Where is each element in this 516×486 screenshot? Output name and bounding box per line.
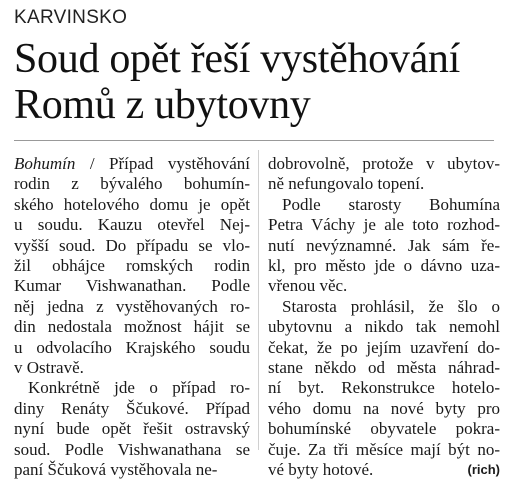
dateline-place: Bohumín (14, 154, 76, 173)
author-byline: (rich) (467, 462, 500, 478)
paragraph (14, 154, 250, 378)
article-column-right (268, 154, 500, 481)
paragraph (14, 378, 250, 480)
text-line: nyní bude opět řešit ostravský (14, 419, 250, 439)
article-headline (14, 36, 514, 128)
headline-line-1: Soud opět řeší vystěhování (14, 36, 460, 82)
text-line: ně nefungovalo topení. (268, 174, 425, 194)
headline-divider (14, 140, 494, 141)
text-fragment: / Případ vystěhování (75, 154, 250, 173)
text-line: din nedostala možnost hájit se (14, 317, 250, 337)
text-line: něj jedna z vystěhovaných ro- (14, 296, 250, 316)
text-line: ubytovnu a nikdo tak nemohl (268, 317, 500, 337)
headline-line-2: Romů z ubytovny (14, 82, 311, 128)
text-line: čekat, že po jejím uzavření do- (268, 337, 500, 357)
text-line: u soudu. Kauzu otevřel Nej- (14, 215, 250, 235)
text-line: dobrovolně, protože v ubytov- (268, 154, 500, 173)
column-divider (258, 150, 259, 450)
text-line: paní Ščuková vystěhovala ne- (14, 460, 218, 480)
paragraph (268, 195, 500, 297)
paragraph (268, 297, 500, 481)
section-kicker: KARVINSKO (14, 7, 128, 28)
text-line: soud. Podle Vishwanathana se (14, 439, 250, 459)
text-line: ní byt. Rekonstrukce hotelo- (268, 378, 500, 398)
text-line (268, 460, 500, 480)
text-line: rodin z bývalého bohumín- (14, 174, 250, 194)
text-line: v Ostravě. (14, 358, 84, 378)
text-line: vřenou věc. (268, 276, 348, 296)
text-line (14, 154, 250, 174)
text-line: bohumínské obyvatele pokra- (268, 419, 500, 439)
text-line: Podle starosty Bohumína (282, 194, 500, 214)
text-line: Petra Váchy je ale toto rozhod- (268, 215, 500, 235)
text-line: nutí nevýznamné. Jak sám ře- (268, 235, 500, 255)
text-line: diny Renáty Ščukové. Případ (14, 398, 250, 418)
text-line: ského hotelového domu je opět (14, 194, 250, 214)
text-fragment: vé byty hotové. (268, 460, 374, 480)
text-line: stane někdo od města náhrad- (268, 358, 500, 378)
text-line: kl, pro město jde o dávno uza- (268, 256, 500, 276)
paragraph (268, 154, 500, 195)
text-line: Konkrétně jde o případ ro- (28, 378, 250, 398)
text-line: Starosta prohlásil, že šlo o (282, 296, 500, 316)
text-line: u odvolacího Krajského soudu (14, 337, 250, 357)
article-column-left (14, 154, 250, 481)
text-line: vého domu na nové byty pro (268, 398, 500, 418)
text-line: žil obhájce romských rodin (14, 256, 250, 276)
text-line: Kumar Vishwanathan. Podle (14, 276, 250, 296)
text-line: čuje. Za tři měsíce mají být no- (268, 439, 500, 459)
text-line: vyšší soud. Do případu se vlo- (14, 235, 250, 255)
